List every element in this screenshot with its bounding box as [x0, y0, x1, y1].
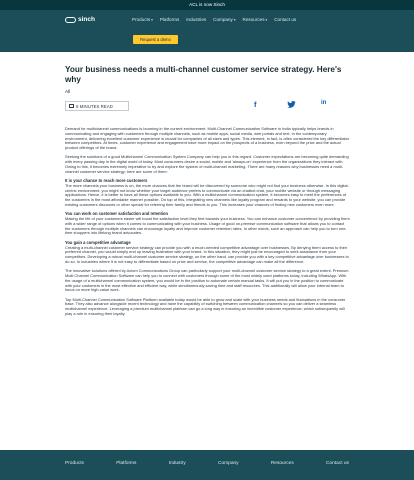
section-heading: It is your chance to reach more customers — [65, 177, 148, 183]
linkedin-share-icon[interactable]: in — [321, 100, 327, 106]
announcement-text: ACL is now Sinch — [189, 2, 225, 7]
paragraph: Top Multi-Channel Communication Software Platform available today would be able to grow and scale with your business needs and fluctuations in the consumer base. They also advance alongside recent technology and have the capability of switching between communication channels so you can deliver a seamless multichannel experience. Leveraging a premium multichannel platform can go a long way in ensuring an incredible customer experience; which subsequently will play a role in ensuring their loyalty. — [65, 296, 346, 316]
section-heading: You can work on customer satisfaction and retention — [65, 211, 168, 217]
nav-label: Industries — [186, 17, 207, 22]
chevron-down-icon: ▾ — [233, 17, 236, 22]
section-heading: You gain a competitive advantage — [65, 239, 131, 245]
announcement-bar[interactable] — [0, 0, 414, 10]
read-time-label: 5 MINUTES READ — [76, 103, 113, 109]
nav-item-products[interactable] — [132, 17, 153, 22]
nav-item-industries[interactable] — [186, 17, 206, 22]
nav-item-company[interactable] — [213, 17, 235, 22]
article-body — [65, 127, 350, 321]
clock-icon — [69, 104, 74, 108]
nav-label: Resources — [242, 17, 265, 22]
main-nav — [132, 17, 296, 22]
nav-item-contact[interactable] — [274, 17, 296, 22]
twitter-bird-icon — [287, 101, 296, 108]
footer-link-contact[interactable]: Contact us — [326, 461, 349, 466]
footer-link-company[interactable]: Company — [218, 461, 239, 466]
paragraph: Making the life of your customers easier will boost the satisfaction level they feel towards your business. You can enhance customer convenience by providing them with a wider range of options when it comes to communicating with your business. Usage of good on-premise communication software that allows you to contact the customers through multiple channels can encourage loyalty and improve customer retention rates. In other words, such an approach can help you to turn one-time shoppers into lifelong brand advocates. — [65, 216, 350, 236]
paragraph: The more channels your business is on, the more chances that the brand will be discovered by someone who might not find your business otherwise. In this digital-centric environment, you might not know whether your target audience prefers to communicate via an chatbot chat, your mobile website or through messaging applications. Hence, it is better to have all these options available to you. With a multichannel communication system, it becomes easy to meet the preferences of the customers in the most affordable manner possible. On top of this, integrating new channels like loyalty program and rewards to your website, you can provide existing customers discounts or other special for referring their family and friends to you. This increases your chances of finding new customers even more. — [65, 182, 349, 207]
footer-link-industry[interactable]: Industry — [168, 461, 186, 466]
footer-link-platforms[interactable]: Platforms — [116, 461, 137, 466]
footer-link-resources[interactable]: Resources — [270, 461, 294, 466]
nav-label: Products — [132, 17, 151, 22]
footer-link-products[interactable]: Products — [65, 461, 84, 466]
sinch-logo[interactable] — [65, 16, 95, 23]
nav-label: Contact us — [274, 17, 297, 22]
chevron-down-icon: ▾ — [265, 17, 268, 22]
request-demo-button[interactable]: Request a demo — [133, 35, 178, 44]
paragraph: Seeking the solutions of a good Multichannel Communication System Company can help you in this regard. Customer expectations are becoming quite demanding with every passing day in the digital world of today. Most consumers desire a social, mobile and 'always-on' experience from the organizations they interact with. Owing to this, it becomes extremely imperative to try and explore the system of multi-channel marketing. There are many reasons why businesses need a multi-channel customer service strategy; here are some of them: — [65, 154, 349, 174]
paragraph: The innovative solutions offered by Axiom Communications Group can particularly support your multi-channel customer service strategy to a great extent. Premium Multi Channel Communication Software can help you to connect with customers through some of the most widely used platforms today, including WhatsApp. With the usage of a multichannel communication system, you would be in the position to automate certain manual tasks. It will put you in the position to communicate with your customers in the most effective and efficient way, while simultaneously saving time and staff resources. This additionally will allow your internal team to focus on more high-value work. — [65, 268, 349, 293]
article-title: Your business needs a multi-channel customer service strategy. Here's why — [65, 65, 342, 84]
read-time-badge — [65, 101, 129, 111]
paragraph: Demand for multichannel communications is booming in the current environment. Multi-Channel Communication Software in India typically helps brands in communicating and engaging with customers through multiple channels, such as mobile apps, social media, web portals and text. In the contemporary environment, delivering excellent customer experience is crucial for companies of all sizes and types. This element, in fact, is often considered the key differentiator between competitors. At times, customer experience and engagement have more impact on the prospects of a business, even beyond the price and the actual product offerings of the brand. — [65, 126, 350, 150]
logo-mark-icon — [65, 17, 76, 23]
facebook-share-icon[interactable]: f — [254, 100, 257, 109]
chevron-down-icon: ▾ — [151, 17, 153, 22]
paragraph: Creating a multi-channel customer service strategy can provide you with a much-needed competitive advantage over businesses. By denying them access to their preferred channel, you would simply end up leaving frustration with your brand. In this situation, they might just be encouraged to seek assistance from your competitors. Developing a robust multi-channel customer service strategy, on the other hand, can provide you with a key competitive advantage over businesses to do so. In industries where it is not easy to differentiate based on price and service, the competitive advantage can make all the difference. — [65, 244, 349, 264]
nav-item-platforms[interactable] — [160, 17, 179, 22]
article-author[interactable]: All — [65, 90, 71, 95]
logo-text: sinch — [78, 16, 95, 23]
article-header — [65, 65, 349, 85]
nav-label: Company — [213, 17, 233, 22]
nav-label: Platforms — [159, 17, 180, 22]
footer-nav — [65, 461, 349, 466]
twitter-share-icon[interactable] — [287, 101, 296, 110]
nav-item-resources[interactable] — [243, 17, 268, 22]
